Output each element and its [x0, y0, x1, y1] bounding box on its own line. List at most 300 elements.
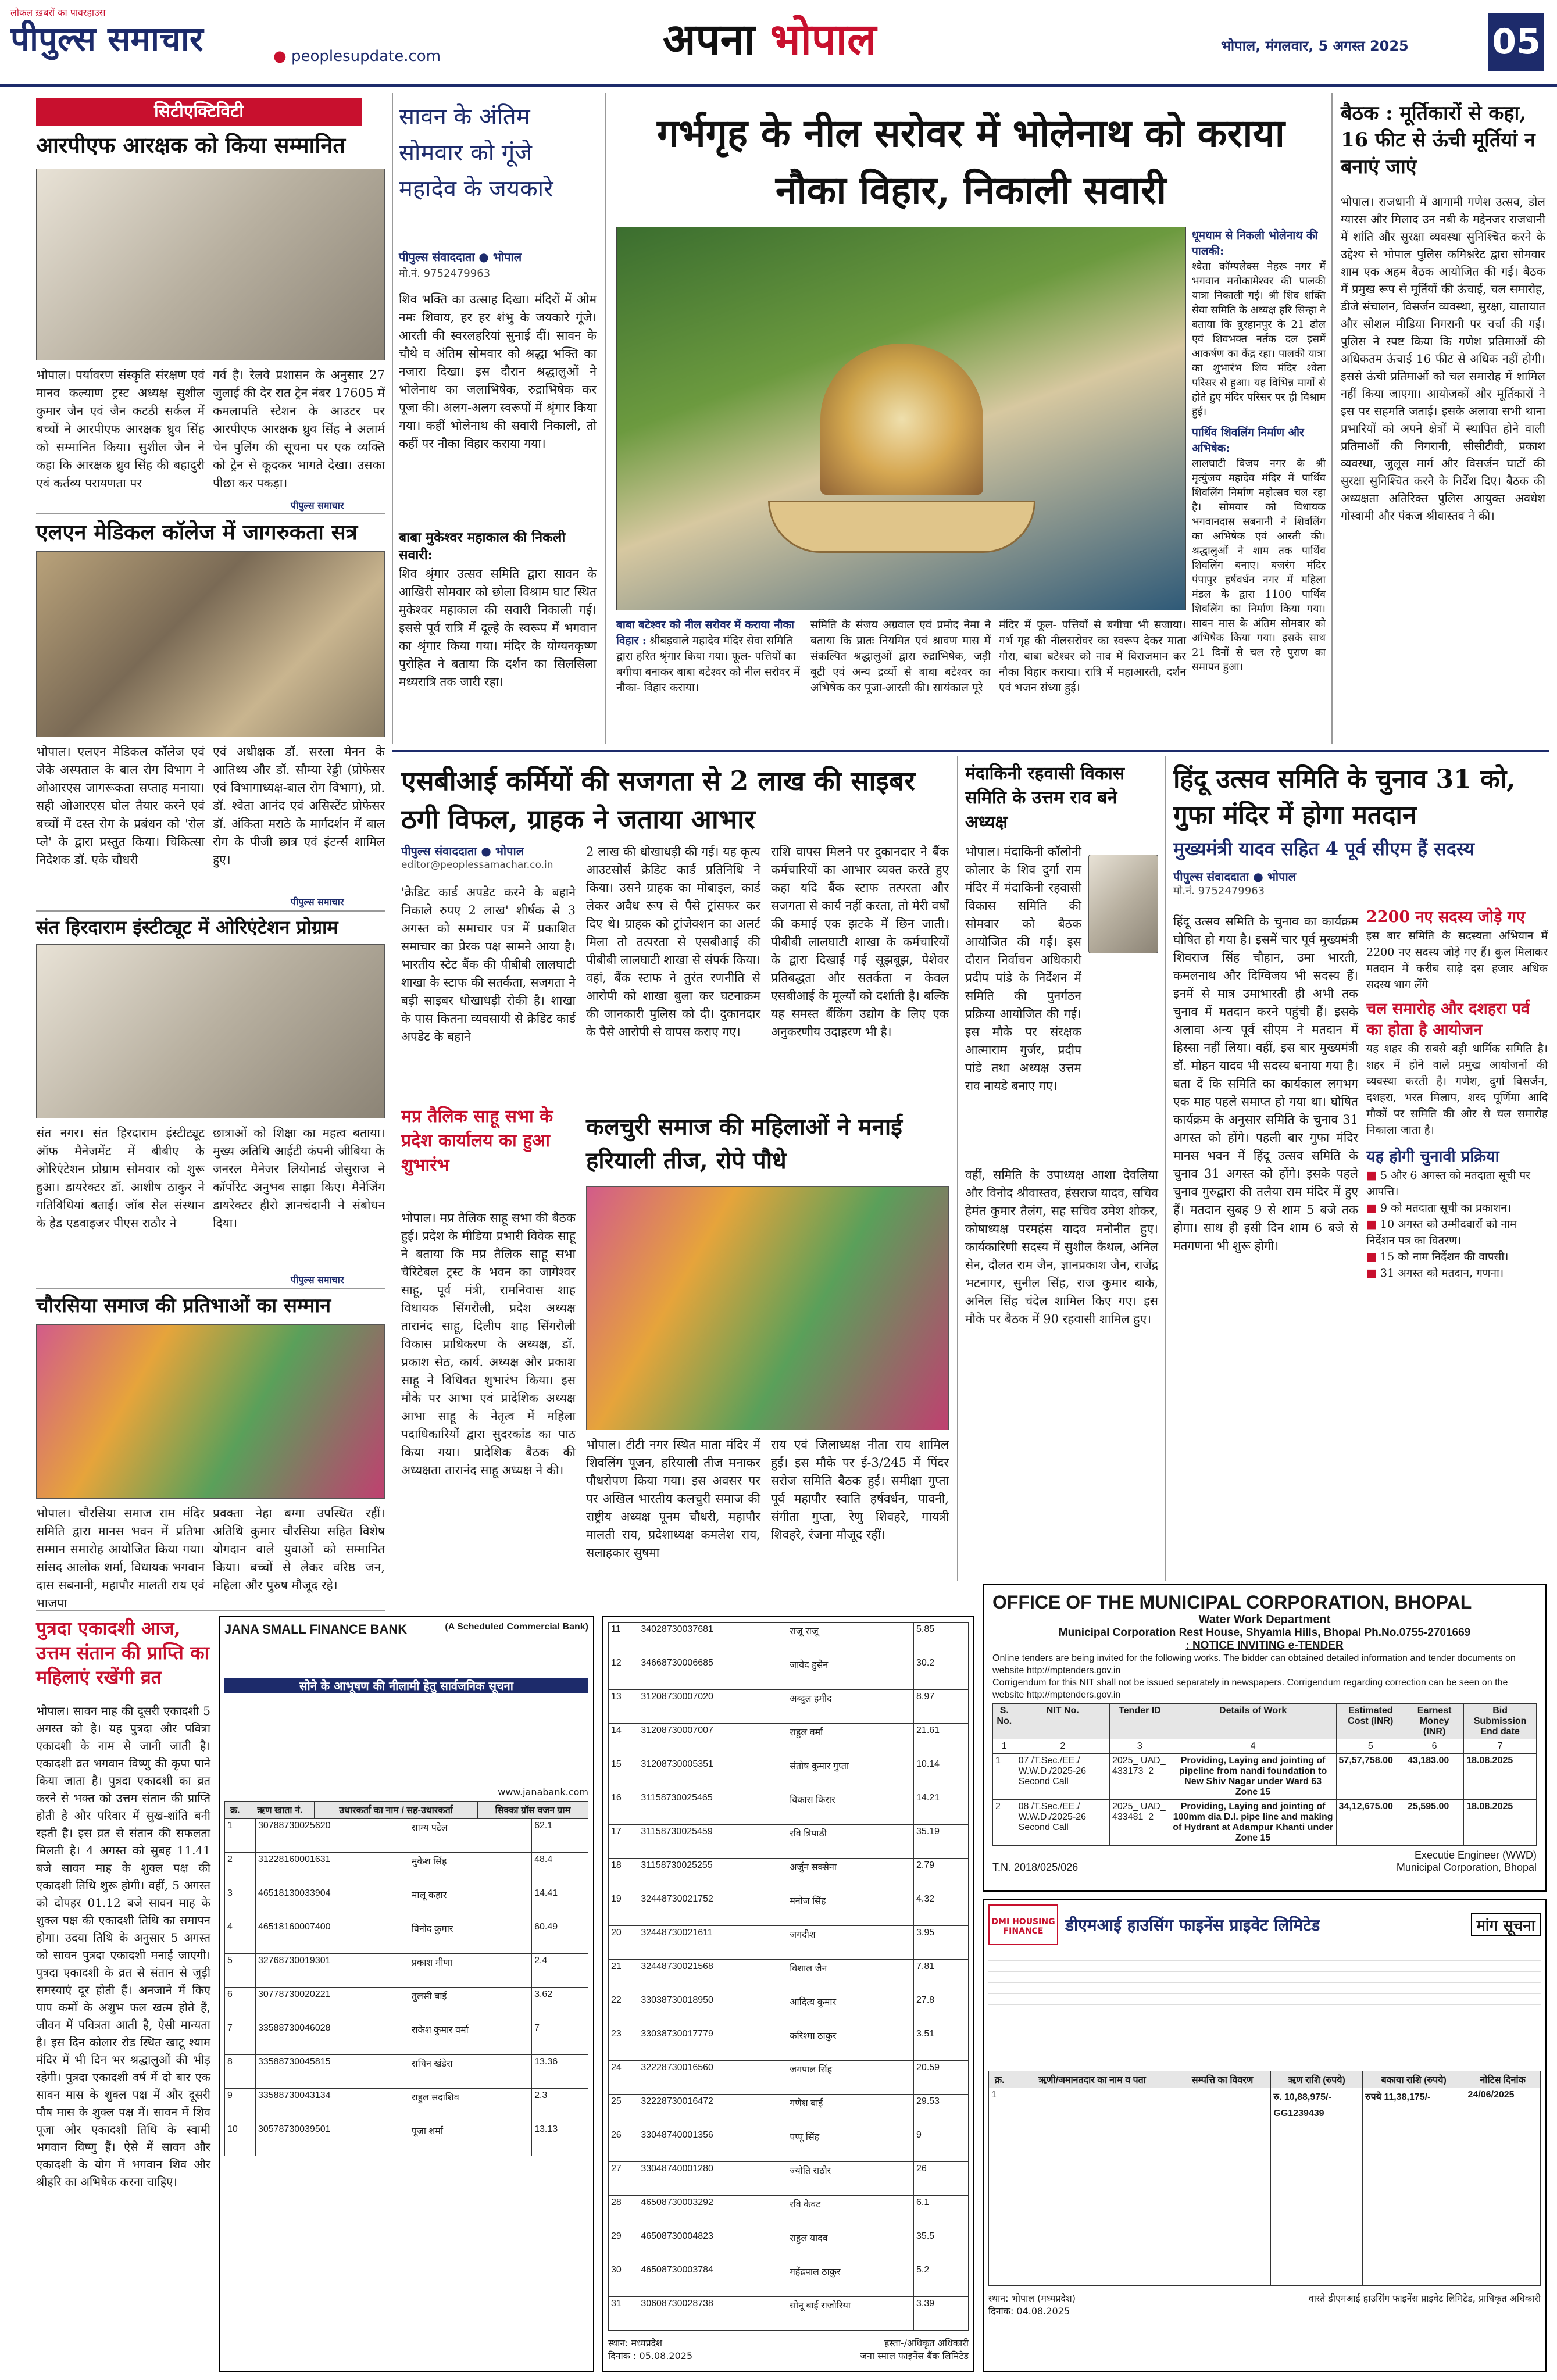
rpf-credit: पीपुल्स समाचार — [291, 500, 344, 511]
sbi-col3: राशि वापस मिलने पर दुकानदार ने बैंक कर्मचारियों का आभार व्यक्त करते हुए कहा यदि बैंक स्टाफ तत्परता और सजगता से कार्य नहीं करता, तो मेरी वर्षों की कमाई एक झटके में छिन जाती। पीबीबी लालघाटी शाखा के कर्मचारियों के द्वारा दिखाई गई सूझबूझ, पेशेवर प्रतिबद्धता और सतर्कता न केवल एसबीआई के मूल्यों को दर्शाती है। बल्कि यह समस्त बैंकिंग उद्योग के लिए एक अनुकरणीय उदाहरण भी है। — [771, 845, 949, 1039]
table-cell: 4 — [1170, 1739, 1336, 1754]
table-cell: 26 — [914, 2162, 969, 2196]
table-cell: 46508730003784 — [638, 2263, 787, 2297]
lead-side-title-1: धूमधाम से निकली भोलेनाथ की पालकी: — [1192, 229, 1318, 258]
table-cell: 31 — [609, 2297, 638, 2331]
chaurasia-body-left: भोपाल। चौरसिया समाज राम मंदिर समिति द्वारा मानस भवन में प्रतिभा सम्मान समारोह आयोजित किया गया। सांसद आलोक शर्मा, विधायक भगवान दास सबनानी, महापौर मालती राय एवं भाजपा — [36, 1506, 205, 1610]
hindu-sub2: चल समारोह और दशहरा पर्व का होता है आयोजन — [1366, 1000, 1530, 1039]
header-cell: सम्पत्ति का विवरण — [1174, 2071, 1271, 2088]
table-cell: आदित्य कुमार — [787, 1993, 914, 2027]
table-cell: पप्पू सिंह — [787, 2128, 914, 2162]
table-cell: 14.41 — [532, 1886, 588, 1920]
table-cell: सचिन खंडेरा — [409, 2055, 531, 2089]
mandakini-headline: मंदाकिनी रहवासी विकास समिति के उत्तम राव बने अध्यक्ष — [965, 763, 1124, 832]
table-cell: 21 — [609, 1960, 638, 1993]
table-cell: 13.36 — [532, 2055, 588, 2089]
lead-side-title-2: पार्थिव शिवलिंग निर्माण और अभिषेक: — [1192, 426, 1304, 455]
dmi-legal-text — [988, 1950, 1541, 2066]
table-cell: Providing, Laying and jointing of pipeline from nandi foundation to New Shiv Nagar under Ward 63 Zone 15 — [1170, 1754, 1336, 1800]
website-text: peoplesupdate.com — [291, 48, 441, 65]
table-cell: 32228730016472 — [638, 2095, 787, 2128]
table-row — [609, 1960, 969, 1993]
divider — [36, 910, 385, 912]
table-cell: 35.5 — [914, 2229, 969, 2263]
table-cell: 14.21 — [914, 1791, 969, 1825]
table-cell: 4.32 — [914, 1892, 969, 1926]
table-cell: 33048740001356 — [638, 2128, 787, 2162]
moorti-body: भोपाल। राजधानी में आगामी गणेश उत्सव, डोल ग्यारस और मिलाद उन नबी के मद्देनजर राजधानी में शांति और सुरक्षा व्यवस्था सुनिश्चित करने के उद्देश्य से भोपाल पुलिस कमिश्नरेट द्वारा सोमवार शाम एक अहम बैठक आयोजित की गई। बैठक में प्रमुख रूप से मूर्तियों की ऊंचाई, चल समारोह, डीजे संचालन, विसर्जन व्यवस्था, सुरक्षा, यातायात और सोशल मीडिया निगरानी पर चर्चा की गई। पुलिस ने स्पष्ट किया कि गणेश प्रतिमाओं की अधिकतम ऊंचाई 16 फीट से अधिक नहीं होगी। इससे ऊंची प्रतिमाओं को चल समारोह में शामिल नहीं किया जाएगा। आयोजकों और मूर्तिकारों ने इस पर सहमति जताई। इसके अलावा सभी थाना प्रभारियों को अपने क्षेत्रों में स्थापित होने वाली प्रतिमाओं की निगरानी, सीसीटीवी, प्रकाश व्यवस्था, जुलूस मार्ग और विसर्जन घाटों की सुरक्षा सुनिश्चित करने के निर्देश दिए। बैठक की अध्यक्षता अतिरिक्त पुलिस आयुक्त अवधेश गोस्वामी और पंकज श्रीवास्तव ने की। — [1341, 195, 1545, 523]
column-divider — [1331, 93, 1333, 744]
table-cell: 62.1 — [532, 1819, 588, 1853]
municipal-intro2: Corrigendum for this NIT shall not be issued separately in newspapers. Corrigendum regarding correction can be seen on the website http://mptenders.gov.in — [992, 1678, 1508, 1700]
table-cell — [1174, 2088, 1271, 2286]
table-cell: मुकेश सिंह — [409, 1853, 531, 1886]
table-cell: 18.08.2025 — [1464, 1754, 1537, 1800]
sawan-byline: पीपुल्स संवाददाता ● भोपाल — [399, 250, 522, 264]
city-activity-tag: सिटीएक्टिविटी — [36, 98, 362, 126]
table-cell: 2.79 — [914, 1859, 969, 1892]
table-cell: विनोद कुमार — [409, 1920, 531, 1954]
table-row — [225, 2122, 588, 2156]
table-row — [609, 1859, 969, 1892]
sawan-phone: मो.नं. 9752479963 — [399, 267, 491, 280]
table-cell: 2 — [1016, 1739, 1109, 1754]
header-cell: नोटिस दिनांक — [1465, 2071, 1541, 2088]
lnct-headline: एलएन मेडिकल कॉलेज में जागरुकता सत्र — [36, 519, 358, 545]
table-cell: रवि त्रिपाठी — [787, 1825, 914, 1859]
lead-caption — [616, 617, 802, 696]
chaurasia-headline: चौरसिया समाज की प्रतिभाओं का सम्मान — [36, 1294, 331, 1317]
table-cell: 12 — [609, 1656, 638, 1690]
section-title-1: अपना — [663, 15, 755, 65]
municipal-dept: Water Work Department — [1198, 1613, 1331, 1626]
table-row — [609, 2196, 969, 2229]
jana-footer — [608, 2336, 969, 2362]
table-cell: जगपाल सिंह — [787, 2061, 914, 2095]
table-cell: 6 — [225, 1988, 256, 2021]
hindu-sub2-body: यह शहर की सबसे बड़ी धार्मिक समिति है। शहर में होने वाले प्रमुख आयोजनों की व्यवस्था करती है। गणेश, दुर्गा विसर्जन, दशहरा, भरत मिलाप, शरद पूर्णिमा आदि मौकों पर समिति की ओर से चल समारोह निकाला जाता है। — [1366, 1042, 1548, 1137]
table-cell: 5 — [225, 1954, 256, 1988]
header-cell: उधारकर्ता का नाम / सह-उधारकर्ता — [315, 1802, 477, 1818]
table-cell: 25,595.00 — [1405, 1800, 1464, 1846]
table-cell: 32448730021752 — [638, 1892, 787, 1926]
rpf-body-left: भोपाल। पर्यावरण संस्कृति संरक्षण एवं मानव कल्याण ट्रस्ट अध्यक्ष सुशील कुमार जैन एवं जैन कटठी सर्कल में बच्चों ने आरपीएफ आरक्षक ध्रुव सिंह को सम्मानित किया। सुशील जैन ने कहा कि आरक्षक ध्रुव सिंह की बहादुरी एवं कर्तव्य परायणता पर — [36, 368, 205, 490]
table-row — [609, 2095, 969, 2128]
table-cell: 34668730006685 — [638, 1656, 787, 1690]
table-cell: 31158730025465 — [638, 1791, 787, 1825]
table-row — [609, 1623, 969, 1656]
table-cell: 7 — [225, 2021, 256, 2055]
table-cell: 6.1 — [914, 2196, 969, 2229]
kalchuri-col2: राय एवं जिलाध्यक्ष नीता राय शामिल हुईं। इस मौके पर ई-3/245 में पिंदर सरोज समिति बैठक हुई। समीक्षा गुप्ता पूर्व महापौर स्वाति हर्षवर्धन, पावनी, संगीता गुप्ता, रेणु शिवहरे, गायत्री शिवहरे, रंजना मौजूद रहीं। — [771, 1438, 949, 1542]
square-bullet-icon: ■ — [1366, 1218, 1380, 1231]
jana-bank-name: JANA SMALL FINANCE BANK — [224, 1622, 408, 1636]
dmi-place: स्थान: भोपाल (मध्यप्रदेश) — [988, 2293, 1076, 2304]
table-row — [225, 2089, 588, 2122]
sawan-sub-body: शिव श्रृंगार उत्सव समिति द्वारा सावन के आखिरी सोमवार को छोला विश्राम घाट स्थित मुकेश्वर महाकाल की सवारी निकाली गई। इससे पूर्व रात्रि में दूल्हे के स्वरूप में भगवान का श्रृंगार किया गया। मंदिर के योग्यनकृष्ण पुरोहित ने बताया कि दर्शन का सिलसिला मध्यरात्रि तक जारी रहा। — [399, 567, 597, 689]
hirdaram-body-left: संत नगर। संत हिरदाराम इंस्टीट्यूट ऑफ मैनेजमेंट में बीबीए के ओरिएंटेशन प्रोग्राम सोमवार को शुरू हुआ। डायरेक्टर डॉ. आशीष ठाकुर ने गतिविधियां बताईं। जॉब सेल संस्थान के हेड एडवाइजर पीएस राठौर ने — [36, 1126, 205, 1230]
table-cell: 30578730039501 — [255, 2122, 409, 2156]
table-cell: 35.19 — [914, 1825, 969, 1859]
hirdaram-headline: संत हिरदाराम इंस्टीट्यूट में ओरिएंटेशन प्रोग्राम — [36, 916, 338, 938]
table-cell: 1 — [993, 1754, 1016, 1800]
jana-sign: हस्ता-/अधिकृत अधिकारी — [884, 2338, 969, 2349]
sawan-kicker: सावन के अंतिम सोमवार को गूंजे महादेव के जयकारे — [399, 103, 553, 202]
jana-table — [224, 1801, 588, 1818]
teli-body: भोपाल। मप्र तैलिक साहू सभा की बैठक हुई। प्रदेश के मीडिया प्रभारी विवेक साहू ने बताया कि मप्र तैलिक साहू सभा चैरिटेबल ट्रस्ट के भवन का जागेश्वर साहू, पूर्व मंत्री, रामनिवास शाह विधायक सिंगरौली, प्रदेश अध्यक्ष तारानंद साहू, दिलीप शाह सिंगरौली विकास प्राधिकरण के अध्यक्ष, डॉ. प्रकाश सेठ, कार्य. अध्यक्ष और प्रकाश साहू ने विधिवत शुभारंभ किया। इस मौके पर आभा एवं प्रादेशिक अध्यक्ष आभा साहू के नेतृत्व में महिला पदाधिकारियों द्वारा सुदरकांड का पाठ किया गया। प्रादेशिक बैठक की अध्यक्षता तारानंद साहू अध्यक्ष ने की। — [401, 1211, 576, 1477]
table-cell: 20.59 — [914, 2061, 969, 2095]
table-cell: 32448730021611 — [638, 1926, 787, 1960]
header-cell: Bid Submission End date — [1464, 1704, 1537, 1739]
table-cell: 07 /T.Sec./EE./ W.W.D./2025-26 Second Call — [1016, 1754, 1109, 1800]
hindu-sub1: 2200 नए सदस्य जोड़े गए — [1366, 908, 1526, 926]
table-cell: 30.2 — [914, 1656, 969, 1690]
table-cell: 29 — [609, 2229, 638, 2263]
table-cell: 5 — [1336, 1739, 1405, 1754]
sbi-email[interactable]: editor@peoplessamachar.co.in — [401, 859, 553, 871]
mandakini-intro: भोपाल। मंदाकिनी कॉलोनी कोलार के शिव दुर्गा राम मंदिर में मंदाकिनी रहवासी विकास समिति की सोमवार को बैठक आयोजित की गई। इस दौरान निर्वाचन अधिकारी प्रदीप पांडे के निर्देशन में समिति की पुनर्गठन प्रक्रिया आयोजित की गई। इस मौके पर संरक्षक आत्माराम गुर्जर, प्रदीप पांडे तथा अध्यक्ष उत्तम राव नायडे बनाए गए। — [965, 845, 1081, 1093]
table-cell: 33588730046028 — [255, 2021, 409, 2055]
sbi-byline: पीपुल्स संवाददाता ● भोपाल — [401, 844, 524, 858]
table-cell: 10 — [225, 2122, 256, 2156]
jana-sign2: जना स्माल फाइनेंस बैंक लिमिटेड — [860, 2350, 969, 2361]
list-item: ■ 9 को मतदाता सूची का प्रकाशन। — [1366, 1202, 1512, 1214]
sawan-body: शिव भक्ति का उत्साह दिखा। मंदिरों में ओम नमः शिवाय, हर हर शंभु के जयकारे गूंजे। आरती की स्वरलहरियां सुनाई दीं। सावन के चौथे व अंतिम सोमवार को श्रद्धा भक्ति का नजारा दिखा। इस दौरान श्रद्धालुओं ने भोलेनाथ का जलाभिषेक, रुद्राभिषेक कर पूजा की। अलग-अलग स्वरूपों में श्रृंगार किया गया। कहीं भोलेनाथ की सवारी निकाली, तो कहीं पर नौका विहार कराया गया। — [399, 292, 597, 451]
dmi-notice — [983, 1899, 1547, 2372]
table-row — [225, 2055, 588, 2089]
header-cell: Estimated Cost (INR) — [1336, 1704, 1405, 1739]
header-cell: सिक्का ग्रॉस वजन ग्राम — [477, 1802, 588, 1818]
dmi-box: मांग सूचना — [1471, 1913, 1541, 1936]
boat-shape — [768, 501, 1035, 553]
lead-photo — [616, 227, 1186, 610]
table-cell: महेंद्रपाल ठाकुर — [787, 2263, 914, 2297]
table-cell: 46508730004823 — [638, 2229, 787, 2263]
kalchuri-headline: कलचुरी समाज की महिलाओं ने मनाई हरियाली तीज, रोपे पौधे — [586, 1113, 902, 1174]
dmi-header — [988, 1904, 1541, 1945]
table-cell: 13.13 — [532, 2122, 588, 2156]
square-bullet-icon: ■ — [1366, 1267, 1380, 1280]
table-row — [609, 2297, 969, 2331]
table-cell: 5.2 — [914, 2263, 969, 2297]
table-cell: 43,183.00 — [1405, 1754, 1464, 1800]
municipal-title: OFFICE OF THE MUNICIPAL CORPORATION, BHOPAL — [992, 1592, 1472, 1613]
table-cell: 1 — [989, 2088, 1010, 2286]
lnct-body-left: भोपाल। एलएन मेडिकल कॉलेज एवं जेके अस्पताल के बाल रोग विभाग ने ओआरएस जागरूकता सप्ताह मनाया। सही ओआरएस घोल तैयार करने एवं बच्चों में दस्त रोग के प्रबंधन को 'रोल प्ले' के द्वारा प्रस्तुत किया। चिकित्सा निदेशक डॉ. एके चौधरी — [36, 745, 205, 867]
table-cell: 3.39 — [914, 2297, 969, 2331]
table-cell: रु. 10,88,975/- GG1239439 — [1271, 2088, 1363, 2286]
table-cell — [1010, 2088, 1174, 2286]
table-row — [609, 2061, 969, 2095]
divider — [36, 1610, 385, 1611]
dateline: भोपाल, मंगलवार, 5 अगस्त 2025 — [1221, 38, 1409, 54]
table-cell: 18 — [609, 1859, 638, 1892]
municipal-sign1: Executie Engineer (WWD) — [1414, 1849, 1537, 1861]
table-row — [609, 1690, 969, 1724]
table-cell: 20 — [609, 1926, 638, 1960]
table-cell: 08 /T.Sec./EE./ W.W.D./2025-26 Second Call — [1016, 1800, 1109, 1846]
moorti-headline: बैठक : मूर्तिकारों से कहा, 16 फीट से ऊंची मूर्तियां न बनाएं जाएं — [1341, 102, 1535, 178]
column-divider — [392, 93, 393, 744]
table-cell: 21.61 — [914, 1724, 969, 1757]
hindu-headline: हिंदू उत्सव समिति के चुनाव 31 को, गुफा मंदिर में होगा मतदान — [1173, 764, 1516, 830]
dmi-date: दिनांक: 04.08.2025 — [988, 2306, 1070, 2317]
rpf-headline: आरपीएफ आरक्षक को किया सम्मानित — [36, 132, 345, 158]
table-cell: 13 — [609, 1690, 638, 1724]
table-cell: 29.53 — [914, 2095, 969, 2128]
table-cell: 32448730021568 — [638, 1960, 787, 1993]
hirdaram-photo — [36, 944, 385, 1118]
table-row — [609, 1724, 969, 1757]
table-cell: राजू राजू — [787, 1623, 914, 1656]
header-cell: बकाया राशि (रुपये) — [1362, 2071, 1465, 2088]
table-cell: करिश्मा ठाकुर — [787, 2027, 914, 2061]
hindu-sidebar — [1366, 907, 1548, 1281]
table-cell: 6 — [1405, 1739, 1464, 1754]
lead-side-body-2: लालघाटी विजय नगर के श्री मृत्युंजय महादेव मंदिर में पार्थिव शिवलिंग निर्माण महोत्सव चल रहा है। सोमवार को विधायक भगवानदास सबनानी ने शिवलिंग का अभिषेक एवं आरती की। श्रद्धालुओं ने शाम तक पार्थिव शिवलिंग बनाए। बजरंग मंदिर पंपापुर हर्षवर्धन नगर में महिला मंडल के द्वारा 1100 पार्थिव शिवलिंग का निर्माण किया गया। सावन मास के अंतिम सोमवार को अभिषेक किया गया। इसके साथ 21 दिनों से चल रहे पुराण का समापन हुआ। — [1192, 458, 1326, 673]
hindu-sub3: यह होगी चुनावी प्रक्रिया — [1366, 1148, 1499, 1166]
table-cell: 34,12,675.00 — [1336, 1800, 1405, 1846]
lnct-body-right: एवं अधीक्षक डॉ. सरला मेनन के आतिथ्य और डॉ. सौम्या रेड्डी (प्रोफेसर एवं विभागाध्यक्ष-बाल रोग विभाग), प्रो. डॉ. श्वेता आनंद एवं असिस्टेंट प्रोफेसर डॉ. अंकिता मराठे के मार्गदर्शन में बाल रोग के पीजी छात्र एवं इंटर्न्स शामिल हुए। — [213, 745, 385, 867]
table-cell: 2025_ UAD_ 433481_2 — [1109, 1800, 1170, 1846]
square-bullet-icon: ■ — [1366, 1169, 1380, 1182]
header-cell: क्र. — [225, 1802, 245, 1818]
table-cell: 3.62 — [532, 1988, 588, 2021]
table-cell: 46508730003292 — [638, 2196, 787, 2229]
table-cell: 2025_ UAD_ 433173_2 — [1109, 1754, 1170, 1800]
hirdaram-credit: पीपुल्स समाचार — [291, 1274, 344, 1285]
masthead-logo: पीपुल्स समाचार — [10, 19, 203, 59]
table-row — [609, 2128, 969, 2162]
table-cell: 16 — [609, 1791, 638, 1825]
list-item: ■ 10 अगस्त को उम्मीदवारों को नाम निर्देशन पत्र का वितरण। — [1366, 1218, 1517, 1247]
table-row — [225, 1853, 588, 1886]
list-item: ■ 15 को नाम निर्देशन की वापसी। — [1366, 1250, 1509, 1263]
table-cell: 7.81 — [914, 1960, 969, 1993]
table-cell: ज्योति राठौर — [787, 2162, 914, 2196]
rpf-body-right: गर्व है। रेलवे प्रशासन के अनुसार 27 जुलाई की देर रात ट्रेन नंबर 17605 में कमलापति स्टेशन के आउटर पर आरपीएफ आरक्षक ध्रुव सिंह ने अलार्म चेन पुलिंग की सूचना पर एक व्यक्ति को ट्रेन से कूदकर भागते देखा। उसका पीछा कर पकड़ा। — [213, 368, 385, 490]
dmi-title: डीएमआई हाउसिंग फाइनेंस प्राइवेट लिमिटेड — [1065, 1916, 1320, 1935]
table-cell: गणेश बाई — [787, 2095, 914, 2128]
sbi-col1: 'क्रेडिट कार्ड अपडेट करने के बहाने निकाले रुपए 2 लाख' शीर्षक से 3 अगस्त को समाचार पत्र में प्रकाशित समाचार का प्रेरक पक्ष सामने आया है। भारतीय स्टेट बैंक की पीबीबी लालघाटी शाखा के स्टाफ की सतर्कता, सजगता ने बड़ी साइबर धोखाधड़ी रोकी है। शाखा के पास कितना व्यवसायी से क्रेडिट कार्ड अपडेट के बहाने — [401, 885, 576, 1044]
putrada-body: भोपाल। सावन माह की दूसरी एकादशी 5 अगस्त को है। यह पुत्रदा और पवित्रा एकादशी के नाम से जानी जाती है। एकादशी व्रत भगवान विष्णु की कृपा पाने किया जाता है। पुत्रदा एकादशी का व्रत करने से भक्त को उत्तम संतान की प्राप्ति होती है और परिवार में सुख-शांति बनी रहती है। इस व्रत से संतान की सफलता मिलती है। 4 अगस्त को सुबह 11.41 बजे सावन माह के शुक्ल पक्ष की एकादशी तिथि शुरू होगी। वहीं, 5 अगस्त को दोपहर 01.12 बजे सावन माह के शुक्ल पक्ष की एकादशी तिथि का समापन होगा। उदया तिथि के अनुसार 5 अगस्त को सावन पुत्रदा एकादशी मनाई जाएगी। पुत्रदा एकादशी के व्रत से संतान से जुड़ी समस्याएं दूर होती हैं। अनजाने में किए पाप कर्मों के अशुभ फल खत्म होते हैं, जीवन में पवित्रता आती है, ऐसी मान्यता है। इस दिन कोलार रोड स्थित खाटू श्याम मंदिर में भी दिन भर श्रद्धालुओं की भीड़ रहेगी। पुत्रदा एकादशी वर्ष में दो बार एक सावन मास के शुक्ल पक्ष में और दूसरी पौष मास के शुक्ल पक्ष में। सावन में शिव पूजा और एकादशी तिथि के स्वामी भगवान विष्णु हैं। ऐसे में सावन और एकादशी के योग में भगवान शिव और श्रीहरि का अभिषेक करना चाहिए। — [36, 1704, 210, 2189]
lead-caption-text: श्रीबड़वाले महादेव मंदिर सेवा समिति द्वारा हरित श्रृंगार किया गया। फूल- पत्तियों का बगीचा बनाकर बाबा बटेश्वर को नील सरोवर में नौका- विहार कराया। — [616, 634, 800, 694]
municipal-tno: T.N. 2018/025/026 — [992, 1861, 1079, 1873]
table-cell: जगदीश — [787, 1926, 914, 1960]
jana-website[interactable]: www.janabank.com — [498, 1786, 588, 1797]
table-cell: विशाल जैन — [787, 1960, 914, 1993]
table-row — [609, 2027, 969, 2061]
table-cell: 19 — [609, 1892, 638, 1926]
municipal-notice-title: : NOTICE INVITING e-TENDER — [1185, 1639, 1344, 1652]
jana-date: दिनांक : 05.08.2025 — [608, 2350, 693, 2361]
table-row — [225, 1920, 588, 1954]
table-cell: प्रकाश मीणा — [409, 1954, 531, 1988]
column-divider — [957, 756, 958, 1581]
table-cell: 24/06/2025 — [1465, 2088, 1541, 2286]
jana-title: सोने के आभूषण की नीलामी हेतु सार्वजनिक सूचना — [224, 1678, 588, 1693]
divider — [36, 513, 385, 514]
table-row — [609, 1926, 969, 1960]
table-cell: 4 — [225, 1920, 256, 1954]
table-cell: 9 — [225, 2089, 256, 2122]
table-cell: 30778730020221 — [255, 1988, 409, 2021]
column-divider — [605, 93, 606, 744]
table-cell: राहुल सदाशिव — [409, 2089, 531, 2122]
table-cell: 23 — [609, 2027, 638, 2061]
section-title — [663, 10, 876, 69]
kalchuri-col1: भोपाल। टीटी नगर स्थित माता मंदिर में शिवलिंग पूजन, हरियाली तीज मनाकर पौधरोपण किया गया। इस अवसर पर पर अखिल भारतीय कलचुरी समाज की राष्ट्रीय अध्यक्ष पूनम चौधरी, महापौर मालती राय, प्रदेशाध्यक्ष कमलेश राय, सलाहकार सुषमा — [586, 1438, 760, 1560]
table-cell: राहुल वर्मा — [787, 1724, 914, 1757]
table-colnum-row — [993, 1739, 1537, 1754]
section-divider — [392, 750, 1549, 752]
table-row — [225, 2021, 588, 2055]
table-header-row — [993, 1704, 1537, 1739]
masthead-logo-block — [10, 6, 266, 58]
table-cell: Providing, Laying and jointing of 100mm dia D.I. pipe line and making of Hydrant at Adampur Khanti under Zone 15 — [1170, 1800, 1336, 1846]
table-cell: 31158730025255 — [638, 1859, 787, 1892]
hindu-body: हिंदू उत्सव समिति के चुनाव का कार्यक्रम घोषित हो गया है। इसमें चार पूर्व मुख्यमंत्री शिवराज सिंह चौहान, उमा भारती, कमलनाथ और दिग्विजय भी सदस्य हैं। इनमें से मात्र उमाभारती ही अभी तक चुनाव में मतदान करने पहुंची हैं। इसके अलावा अन्य पूर्व सीएम ने मतदान में हिस्सा नहीं लिया। वहीं, इस बार मुख्यमंत्री डॉ. मोहन यादव भी सदस्य बनाया गया है। बता दें कि समिति का कार्यकाल लगभग एक माह पहले समाप्त हो गया था। घोषित कार्यक्रम के अनुसार समिति के चुनाव 31 अगस्त को होंगे। पहली बार गुफा मंदिर मानस भवन में हिंदू उत्सव समिति के चुनाव 31 अगस्त को होंगे। इसके पहले चुनाव गुरुद्वारा की तलैया राम मंदिर में हुए हैं। मतदान सुबह 9 से शाम 5 बजे तक होगा। साथ ही इसी दिन शाम 6 बजे से मतगणना भी शुरू होगी। — [1173, 914, 1358, 1253]
table-cell: 32768730019301 — [255, 1954, 409, 1988]
sbi-headline: एसबीआई कर्मियों की सजगता से 2 लाख की साइबर ठगी विफल, ग्राहक ने जताया आभार — [401, 765, 916, 835]
page-number: 05 — [1488, 13, 1544, 71]
lead-headline: गर्भगृह के नील सरोवर में भोलेनाथ को कराया नौका विहार, निकाली सवारी — [657, 110, 1285, 213]
table-cell: 7 — [1464, 1739, 1537, 1754]
table-row — [225, 1819, 588, 1853]
hindu-process-list — [1366, 1167, 1548, 1281]
table-header-row — [225, 1802, 588, 1818]
table-row — [609, 1656, 969, 1690]
table-cell: 27.8 — [914, 1993, 969, 2027]
table-cell: 33588730045815 — [255, 2055, 409, 2089]
lead-side-column — [1192, 228, 1326, 674]
website-link[interactable] — [273, 48, 441, 65]
table-cell: 8 — [225, 2055, 256, 2089]
table-cell: 10.14 — [914, 1757, 969, 1791]
table-cell: 33038730017779 — [638, 2027, 787, 2061]
table-cell: 31208730007007 — [638, 1724, 787, 1757]
header-cell: क्र. — [989, 2071, 1010, 2088]
header-cell: ऋण खाता नं. — [245, 1802, 315, 1818]
list-item: ■ 5 और 6 अगस्त को मतदाता सूची पर आपत्ति। — [1366, 1169, 1530, 1198]
table-row — [609, 2263, 969, 2297]
table-cell: 2.4 — [532, 1954, 588, 1988]
table-cell: 3 — [225, 1886, 256, 1920]
header-cell: NIT No. — [1016, 1704, 1109, 1739]
table-cell: 7 — [532, 2021, 588, 2055]
table-cell: 11 — [609, 1623, 638, 1656]
header-cell: ऋणी/जमानतदार का नाम व पता — [1010, 2071, 1174, 2088]
table-cell: अब्दुल हमीद — [787, 1690, 914, 1724]
municipal-footer — [992, 1861, 1537, 1874]
putrada-headline: पुत्रदा एकादशी आज, उत्तम संतान की प्राप्ति का महिलाएं रखेंगी व्रत — [36, 1617, 209, 1688]
lead-caption-title: बाबा बटेश्वर को नील सरोवर में कराया नौका विहार : — [616, 619, 794, 647]
table-row — [225, 1988, 588, 2021]
table-cell: 31228160001631 — [255, 1853, 409, 1886]
jana-notice-left — [219, 1616, 594, 2372]
sawan-subhead: बाबा मुकेश्वर महाकाल की निकली सवारी: — [399, 530, 566, 563]
jana-rows-2 — [608, 1622, 969, 2331]
table-cell: 17 — [609, 1825, 638, 1859]
table-cell: तुलसी बाई — [409, 1988, 531, 2021]
table-cell: 9 — [914, 2128, 969, 2162]
table-cell: 46518160007400 — [255, 1920, 409, 1954]
table-row — [989, 2088, 1541, 2286]
table-row — [609, 1825, 969, 1859]
municipal-intro1: Online tenders are being invited for the following works. The bidder can obtained detailed information and tender documents on website http://mptenders.gov.in — [992, 1653, 1516, 1675]
table-cell: 33588730043134 — [255, 2089, 409, 2122]
table-cell: संतोष कुमार गुप्ता — [787, 1757, 914, 1791]
header-cell: S. No. — [993, 1704, 1016, 1739]
lead-side-body-1: श्वेता कॉम्पलेक्स नेहरू नगर में भगवान मनोकामेश्वर की पालकी यात्रा निकाली गई। श्री शिव शक्ति सेवा समिति के अध्यक्ष हरि सिन्हा ने बताया कि बुरहानपुर के 21 ढोल एवं शिवभक्त नर्तक दल इसमें आकर्षण का केंद्र रहा। पालकी यात्रा का शुभारंभ शिव मंदिर श्वेता परिसर से हुआ। यह विभिन्न मार्गों से होते हुए मंदिर परिसर पर ही विश्राम हुई। — [1192, 260, 1326, 418]
table-cell: विकास किरार — [787, 1791, 914, 1825]
table-cell: 3.51 — [914, 2027, 969, 2061]
municipal-notice — [983, 1584, 1547, 1892]
table-cell: राकेश कुमार वर्मा — [409, 2021, 531, 2055]
divider — [36, 1288, 385, 1289]
table-cell: 31158730025459 — [638, 1825, 787, 1859]
lnct-photo — [36, 551, 385, 737]
rpf-photo — [36, 169, 385, 360]
section-title-2: भोपाल — [770, 15, 877, 65]
table-cell: मनोज सिंह — [787, 1892, 914, 1926]
lnct-credit: पीपुल्स समाचार — [291, 896, 344, 907]
table-cell: 28 — [609, 2196, 638, 2229]
dmi-footer — [988, 2292, 1541, 2317]
table-row — [609, 1892, 969, 1926]
table-row — [609, 2162, 969, 2196]
table-cell: 60.49 — [532, 1920, 588, 1954]
header-cell: ऋण राशि (रुपये) — [1271, 2071, 1363, 2088]
hindu-byline: पीपुल्स संवाददाता ● भोपाल — [1173, 870, 1297, 884]
table-cell: 31208730007020 — [638, 1690, 787, 1724]
table-row — [609, 2229, 969, 2263]
table-cell: 3 — [1109, 1739, 1170, 1754]
table-cell: 22 — [609, 1993, 638, 2027]
table-row — [993, 1754, 1537, 1800]
dmi-table — [988, 2071, 1541, 2286]
table-cell: 57,57,758.00 — [1336, 1754, 1405, 1800]
deity-shape — [820, 344, 983, 495]
table-cell: राहुल यादव — [787, 2229, 914, 2263]
header-cell: Details of Work — [1170, 1704, 1336, 1739]
column-divider — [1165, 756, 1166, 1581]
jana-rows — [224, 1818, 588, 2156]
jana-sched: (A Scheduled Commercial Bank) — [445, 1622, 588, 1632]
masthead-tagline: लोकल ख़बरों का पावरहाउस — [10, 7, 106, 18]
table-header-row — [989, 2071, 1541, 2088]
table-cell: अर्जुन सक्सेना — [787, 1859, 914, 1892]
table-cell: 31208730005351 — [638, 1757, 787, 1791]
table-cell: 14 — [609, 1724, 638, 1757]
table-cell: 3.95 — [914, 1926, 969, 1960]
lead-body-mid: समिति के संजय अग्रवाल एवं प्रमोद नेमा ने बताया कि प्रातः नियमित एवं श्रावण मास में संकल्पित श्रद्धालुओं द्वारा रुद्राभिषेक, जड़ी बूटी एवं अन्य द्रव्यों से बाबा बटेश्वर का अभिषेक कर पूजा-आरती की। सायंकाल पूरे — [810, 619, 991, 694]
table-cell: साम्य पटेल — [409, 1819, 531, 1853]
table-cell: 48.4 — [532, 1853, 588, 1886]
municipal-address: Municipal Corporation Rest House, Shyamla Hills, Bhopal Ph.No.0755-2701669 — [1058, 1627, 1471, 1639]
jana-place: स्थान: मध्यप्रदेश — [608, 2338, 662, 2349]
table-cell: 30788730025620 — [255, 1819, 409, 1853]
teli-headline: मप्र तैलिक साहू सभा के प्रदेश कार्यालय का हुआ शुभारंभ — [401, 1106, 553, 1175]
sbi-col2: 2 लाख की धोखाधड़ी की गई। यह कृत्य आउटसोर्स क्रेडिट कार्ड प्रतिनिधि ने किया। उसने ग्राहक का मोबाइल, कार्ड लेकर अवैध रूप से पैसे ट्रांसफर कर दिए थे। ग्राहक को ट्रांजेक्शन का अलर्ट मिला तो तत्परता से एसबीआई की पीबीबी लालघाटी शाखा से संपर्क किया। वहां, बैंक स्टाफ ने तुरंत रणनीति से आरोपी को शाखा बुला कर घटनाक्रम की जानकारी पुलिस को दी। दुकानदार के पैसे आरोपी से वापस कराए गए। — [586, 845, 760, 1039]
table-cell: 30 — [609, 2263, 638, 2297]
table-cell: 15 — [609, 1757, 638, 1791]
list-item: ■ 31 अगस्त को मतदान, गणना। — [1366, 1267, 1504, 1280]
table-cell: 46518130033904 — [255, 1886, 409, 1920]
table-cell: 18.08.2025 — [1464, 1800, 1537, 1846]
table-row — [609, 1791, 969, 1825]
table-cell: जावेद हुसैन — [787, 1656, 914, 1690]
